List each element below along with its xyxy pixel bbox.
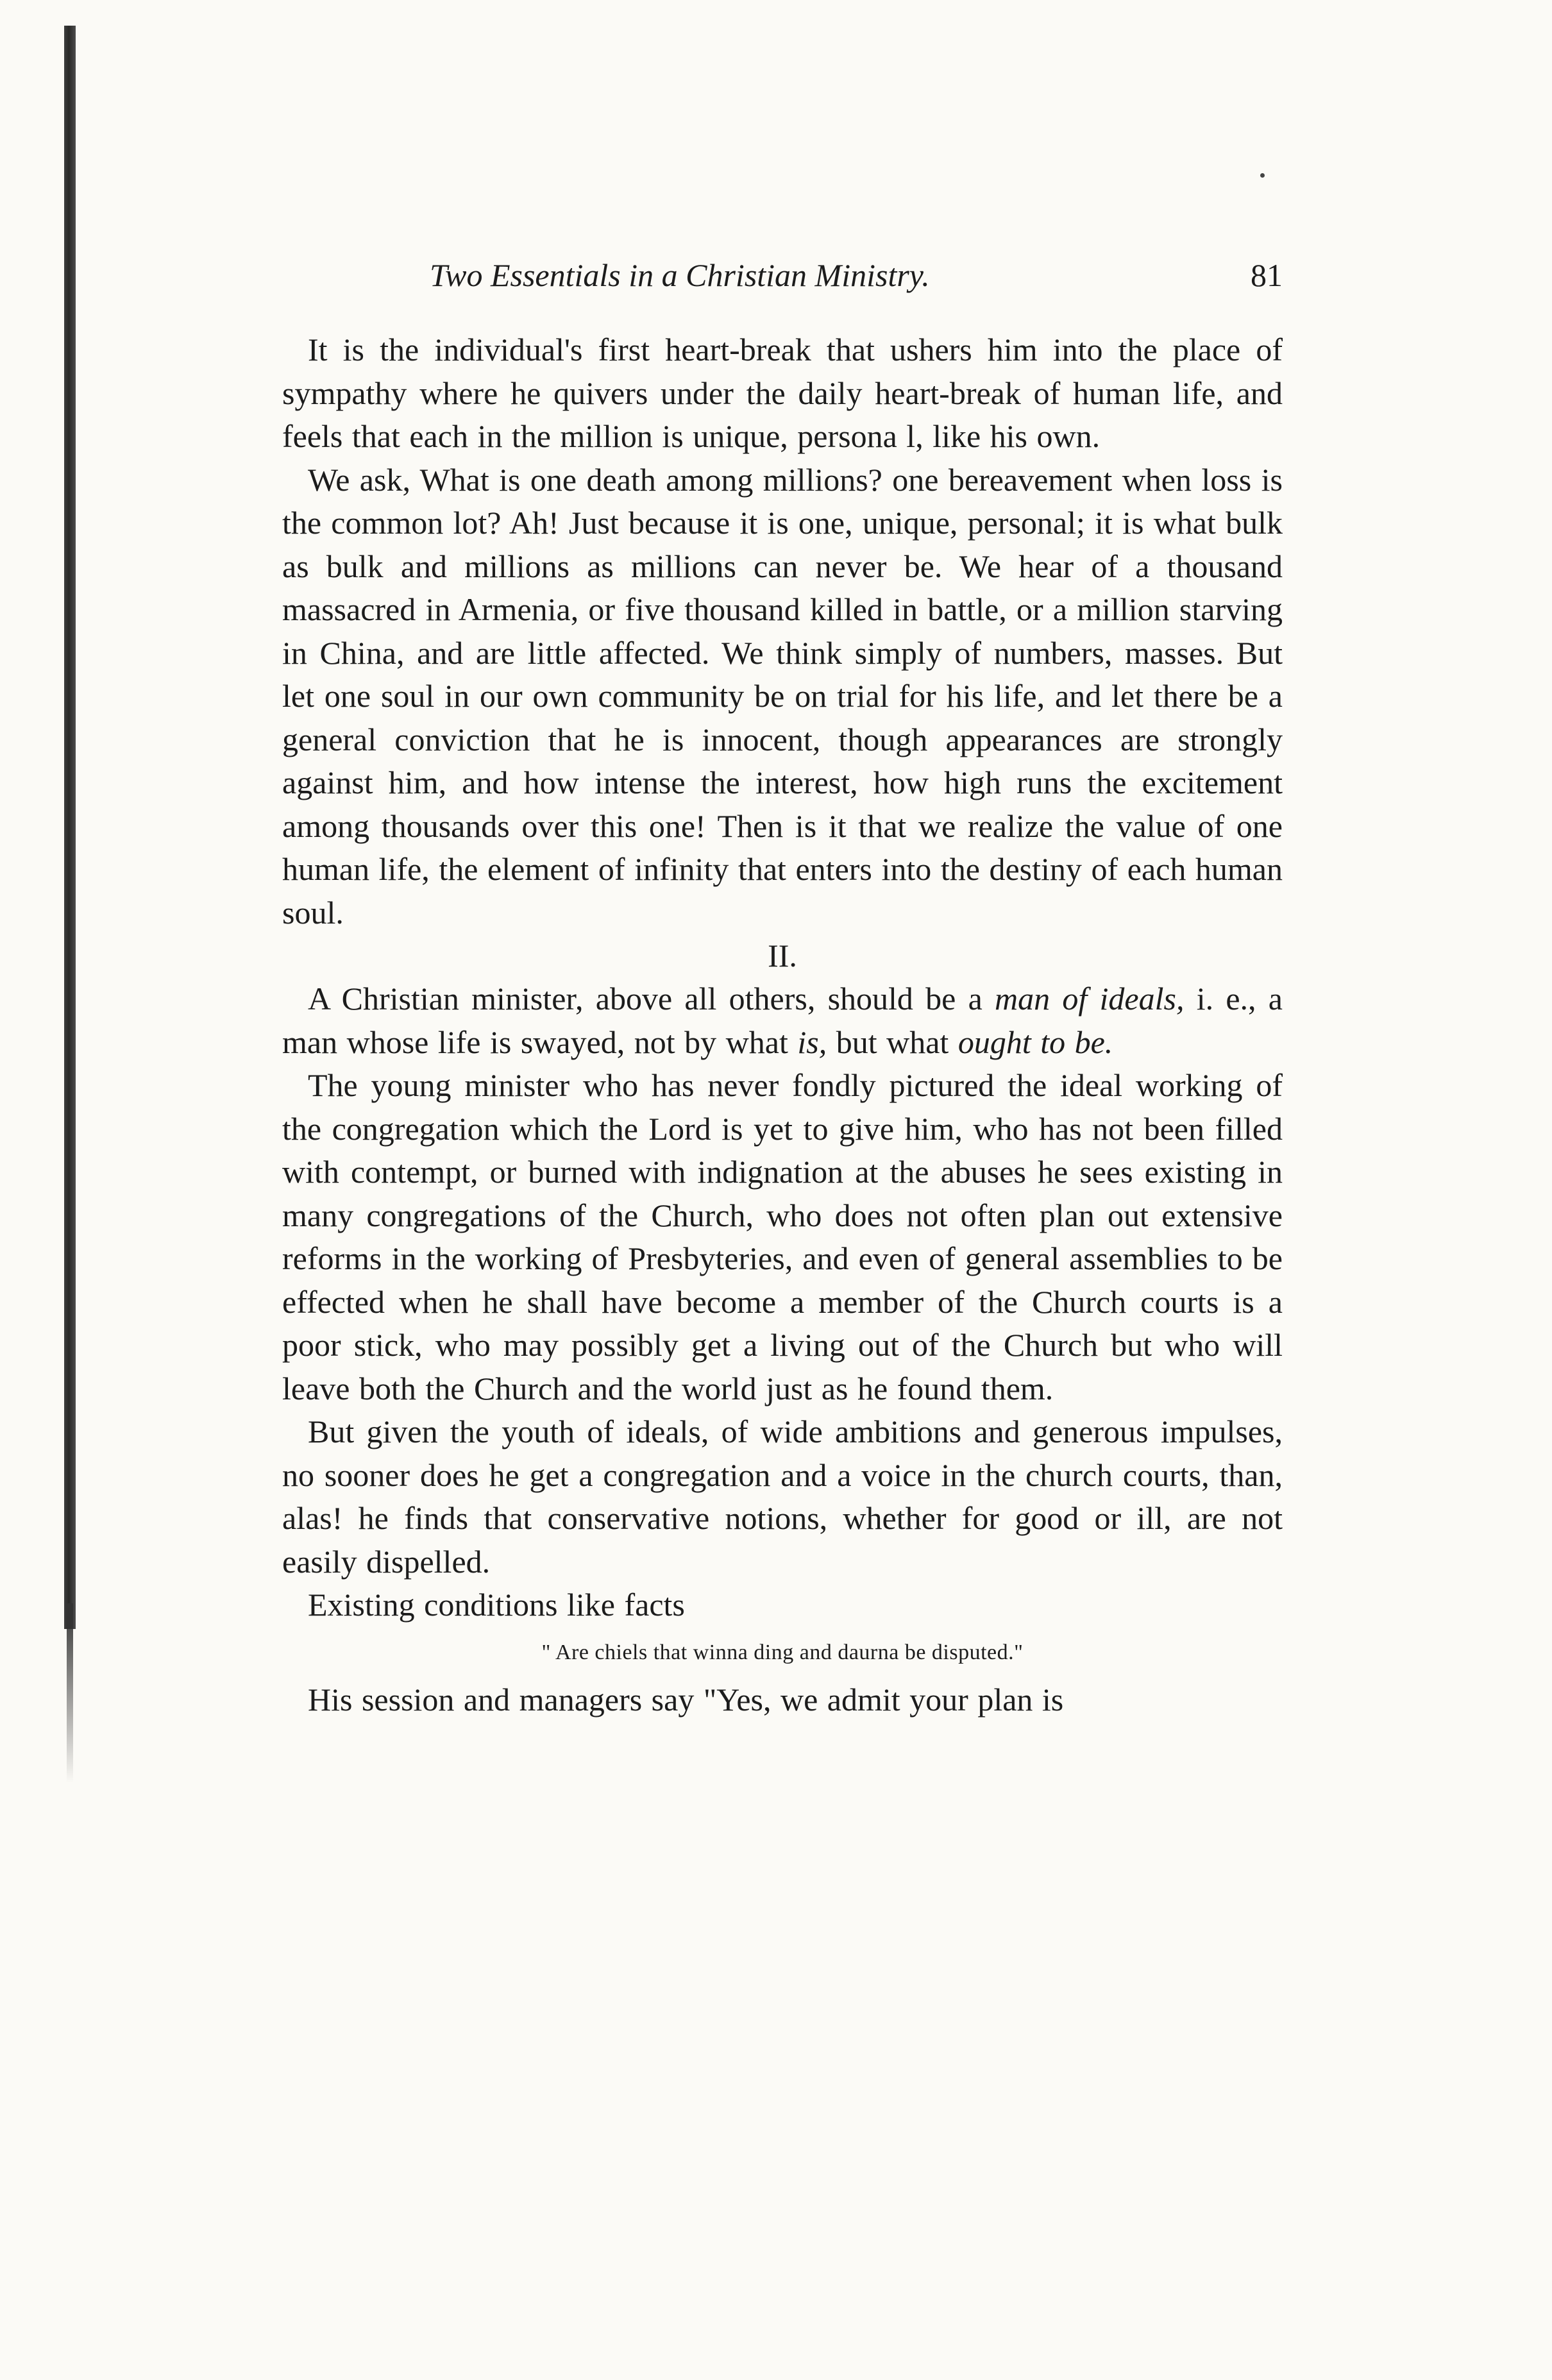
paragraph-young-minister: The young minister who has never fondly pictured the ideal working of the congregation which the Lord is yet to give him, who has not been filled with contempt, or burned with indignation at the abuses he sees existing in many congregations of the Church, who does not often plan out extensive reforms in the working of Presbyteries, and even of general assemblies to be effected when he shall have become a member of the Church courts is a poor stick, who may possibly get a living out of the Church but who will leave both the Church and the world just as he found them. xyxy=(282,1067,1283,1406)
emphasis-man-of-ideals: man of ideals, xyxy=(995,981,1185,1017)
binding-edge-fade xyxy=(67,1603,73,1783)
text-run: i. e., a man whose life is swayed, not by what xyxy=(282,981,1283,1060)
running-head xyxy=(282,257,1283,308)
emphasis-is: is, xyxy=(797,1024,827,1060)
verse-quotation: " Are chiels that winna ding and daurna be disputed." xyxy=(541,1640,1024,1664)
paragraph-man-of-ideals xyxy=(282,977,1283,1064)
emphasis-ought-to-be: ought to be. xyxy=(957,1024,1113,1060)
book-page xyxy=(282,257,1283,1721)
binding-edge xyxy=(64,26,76,1629)
section-numeral: II. xyxy=(768,938,797,974)
ink-speck xyxy=(1260,173,1265,178)
running-title: Two Essentials in a Christian Ministry. xyxy=(430,257,930,293)
paragraph-youth-of-ideals: But given the youth of ideals, of wide ambitions and generous impulses, no sooner does he get a congregation and a voice in the church courts, than, alas! he finds that conservative notions, whether for good or ill, are not easily dispelled. xyxy=(282,1414,1283,1580)
text-run: but what xyxy=(827,1024,958,1060)
paragraph-one-death: We ask, What is one death among millions? one bereavement when loss is the common lot? Ah! Just because it is one, unique, personal; it is what bulk as bulk and millions as millions can never be. We hear of a thousand massacred in Armenia, or five thousand killed in battle, or a million starving in China, and are little affected. We think simply of numbers, masses. But let one soul in our own community be on trial for his life, and let there be a general conviction that he is innocent, though appearances are strongly against him, and how intense the interest, how high runs the excitement among thousands over this one! Then is it that we realize the value of one human life, the element of infinity that enters into the destiny of each human soul. xyxy=(282,461,1283,931)
page-number: 81 xyxy=(1251,257,1283,293)
text-run: A Christian minister, above all others, should be a xyxy=(308,981,995,1017)
paragraph-existing-conditions: Existing conditions like facts xyxy=(308,1587,685,1623)
paragraph-heartbreak: It is the individual's first heart-break that ushers him into the place of sympathy where he quivers under the daily heart-break of human life, and feels that each in the million is unique, persona l, like his own. xyxy=(282,332,1283,454)
paragraph-session-managers: His session and managers say "Yes, we admit your plan is xyxy=(308,1681,1064,1717)
